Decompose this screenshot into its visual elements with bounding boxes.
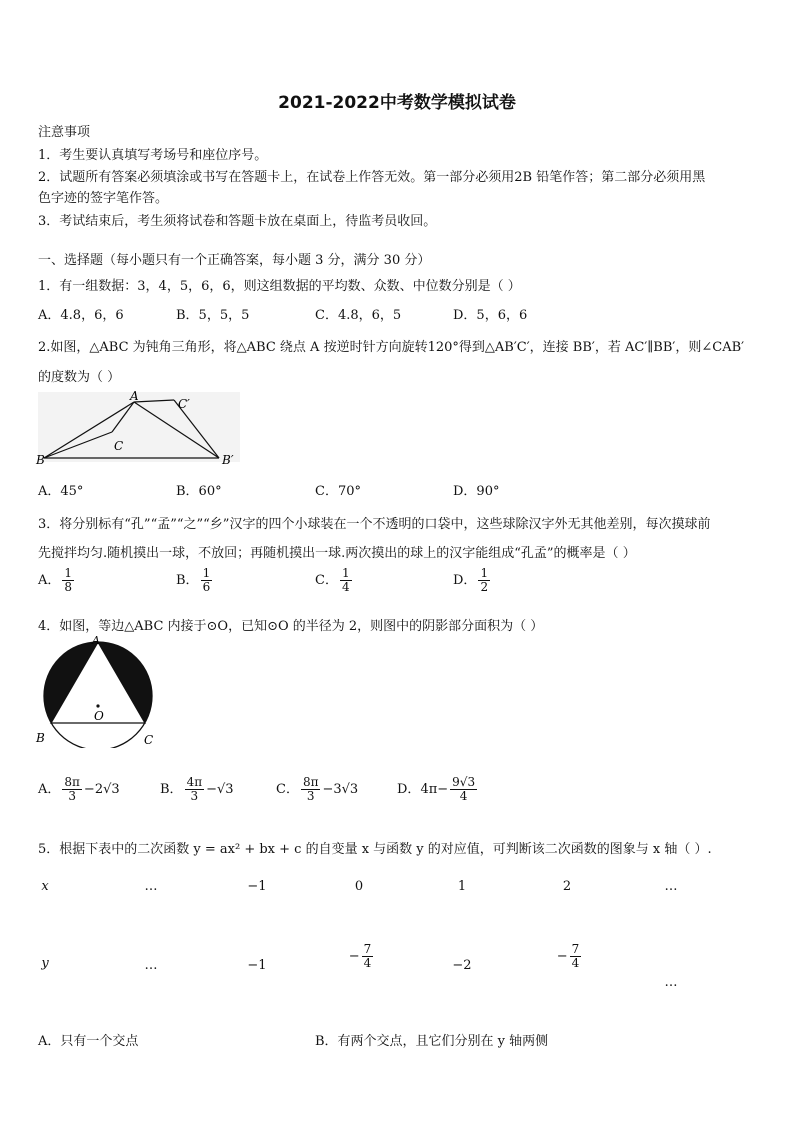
expression-tail: −2√3 (83, 782, 120, 798)
q1-option-a[interactable]: A．4.8，6，6 (38, 308, 124, 323)
question-5-stem: 5．根据下表中的二次函数 y = ax² + bx + c 的自变量 x 与函数 y 的对应值，可判断该二次函数的图象与 x 轴（ ）. (38, 842, 712, 857)
question-2-stem-cont: 的度数为（ ） (38, 370, 121, 385)
notice-item: 3．考试结束后，考生须将试卷和答题卡放在桌面上，待监考员收回。 (38, 214, 437, 229)
table-cell: … (144, 958, 158, 973)
denominator: 6 (202, 580, 211, 595)
point-c-label: C (144, 733, 154, 747)
fraction (62, 776, 82, 803)
q2-option-a[interactable]: A．45° (38, 484, 84, 499)
numerator: 1 (202, 566, 211, 580)
q4-option-c[interactable] (276, 776, 358, 803)
denominator: 2 (480, 580, 489, 595)
q2-triangle-figure (34, 388, 244, 470)
fraction (362, 943, 374, 970)
fraction (340, 567, 352, 594)
numerator: 7 (571, 942, 580, 956)
q3-option-d[interactable] (453, 567, 492, 594)
question-1-stem: 1．有一组数据：3，4，5，6，6，则这组数据的平均数、众数、中位数分别是（ ） (38, 279, 521, 294)
option-label: C． (315, 573, 338, 589)
table-header-x: x (41, 879, 49, 894)
fraction (301, 776, 321, 803)
q4-option-a[interactable] (38, 776, 120, 803)
q2-option-d[interactable]: D．90° (453, 484, 500, 499)
option-label: A． (38, 573, 61, 589)
denominator: 4 (459, 789, 468, 804)
q4-option-b[interactable] (160, 776, 234, 803)
table-cell: … (664, 879, 678, 894)
option-label: B． (160, 782, 183, 798)
point-b-label: B (36, 453, 45, 467)
numerator: 8π (302, 775, 319, 789)
fraction (62, 567, 74, 594)
question-3-stem: 3．将分别标有“孔”“孟”“之”“乡”汉字的四个小球装在一个不透明的口袋中，这些球除汉字外无其他差别，每次摸球前 (38, 517, 711, 532)
numerator: 1 (480, 566, 489, 580)
option-label: A． (38, 782, 61, 798)
expression-prefix: 4π− (420, 782, 449, 798)
denominator: 8 (64, 580, 73, 595)
table-cell: 1 (457, 879, 467, 894)
table-cell: −1 (247, 958, 267, 973)
question-3-stem-cont: 先搅拌均匀.随机摸出一球，不放回；再随机摸出一球.两次摸出的球上的汉字能组成“孔孟”的概率是（ ） (38, 546, 636, 561)
table-cell: −2 (452, 958, 472, 973)
numerator: 4π (186, 775, 203, 789)
notice-item: 2．试题所有答案必须填涂或书写在答题卡上，在试卷上作答无效。第一部分必须用2B 铅笔作答；第二部分必须用黑 (38, 170, 706, 185)
fraction (570, 943, 582, 970)
option-label: D． (397, 782, 421, 798)
question-2-stem: 2.如图，△ABC 为钝角三角形，将△ABC 绕点 A 按逆时针方向旋转120°得到△AB′C′，连接 BB′，若 AC′∥BB′，则∠CAB′ (38, 340, 745, 355)
notice-item: 色字迹的签字笔作答。 (38, 191, 169, 206)
table-cell: 2 (562, 879, 572, 894)
option-label: B． (176, 573, 199, 589)
expression-tail: −√3 (206, 782, 234, 798)
page-title: 2021-2022中考数学模拟试卷 (278, 93, 516, 113)
denominator: 4 (571, 956, 580, 971)
table-header-y: y (41, 956, 49, 971)
fraction (185, 776, 205, 803)
center-o-label: O (94, 709, 104, 723)
numerator: 1 (64, 566, 73, 580)
denominator: 4 (341, 580, 350, 595)
section-heading: 一、选择题（每小题只有一个正确答案，每小题 3 分，满分 30 分） (38, 253, 431, 268)
sign: − (556, 949, 568, 965)
denominator: 3 (68, 789, 76, 804)
numerator: 8π (64, 775, 80, 789)
denominator: 3 (306, 789, 315, 804)
table-cell (548, 943, 592, 970)
q1-option-d[interactable]: D．5，6，6 (453, 308, 528, 323)
numerator: 7 (363, 942, 372, 956)
numerator: 9√3 (452, 775, 476, 789)
numerator: 1 (341, 566, 350, 580)
denominator: 3 (190, 789, 199, 804)
q4-circle-figure (34, 636, 160, 748)
point-c-label: C (114, 439, 124, 453)
option-label: D． (453, 573, 477, 589)
table-cell: 0 (354, 879, 364, 894)
q3-option-a[interactable] (38, 567, 76, 594)
fraction (478, 567, 490, 594)
q3-option-c[interactable] (315, 567, 354, 594)
q1-option-b[interactable]: B．5，5，5 (176, 308, 250, 323)
notice-item: 1．考生要认真填写考场号和座位序号。 (38, 148, 268, 163)
point-a-label: A (130, 389, 139, 403)
sign: − (348, 949, 360, 965)
q3-option-b[interactable] (176, 567, 214, 594)
fraction (450, 776, 477, 803)
table-cell: … (664, 975, 678, 990)
question-4-stem: 4．如图，等边△ABC 内接于⊙O，已知⊙O 的半径为 2，则图中的阴影部分面积为（ ） (38, 619, 544, 634)
table-cell: −1 (247, 879, 267, 894)
q1-option-c[interactable]: C．4.8，6，5 (315, 308, 402, 323)
table-cell: … (144, 879, 158, 894)
point-b-label: B (36, 731, 45, 745)
q5-option-a[interactable]: A．只有一个交点 (38, 1034, 139, 1049)
q5-option-b[interactable]: B．有两个交点，且它们分别在 y 轴两侧 (315, 1034, 549, 1049)
denominator: 4 (363, 956, 372, 971)
point-c-prime-label: C′ (178, 397, 190, 411)
notice-heading: 注意事项 (38, 125, 91, 140)
point-b-prime-label: B′ (222, 453, 234, 467)
expression-tail: −3√3 (322, 782, 359, 798)
table-cell (340, 943, 384, 970)
q2-option-b[interactable]: B．60° (176, 484, 222, 499)
fraction (201, 567, 213, 594)
q2-option-c[interactable]: C．70° (315, 484, 361, 499)
q4-option-d[interactable] (397, 776, 479, 803)
point-a-label: A (92, 636, 100, 647)
option-label: C． (276, 782, 299, 798)
